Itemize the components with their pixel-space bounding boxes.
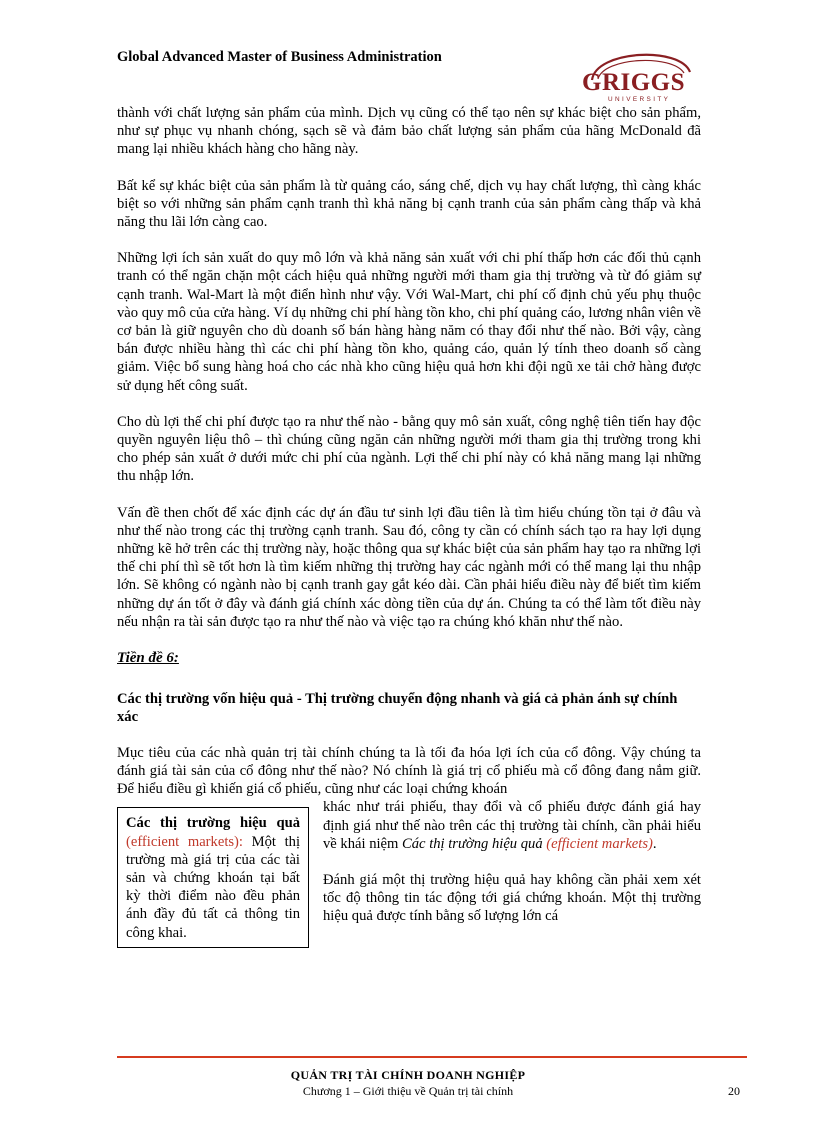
right-p1-start: khác như trái phiếu, thay đổi và cổ phiếu được đánh giá hay định giá như thế nào trên các thị trường tài chính, cần phải hiểu về khái niệm <box>323 799 701 852</box>
definition-text: Một thị trường mà giá trị của các tài sản và chứng khoán tại bất kỳ thời điểm nào đều phản ánh đầy đủ tất cả thông tin công khai. <box>126 833 301 941</box>
logo-main-text: GRIGGS <box>582 69 686 96</box>
right-column <box>323 798 701 943</box>
right-p1-term: Các thị trường hiệu quả <box>402 835 543 852</box>
header-title: Global Advanced Master of Business Administration <box>117 49 442 65</box>
page-number: 20 <box>728 1084 740 1098</box>
definition-english: (efficient markets): <box>126 833 243 850</box>
section-intro: Mục tiêu của các nhà quản trị tài chính chúng ta là tối đa hóa lợi ích của cổ đông. Vậy chúng ta đánh giá tài sản của cổ đông như thế nào? Nó chính là giá trị cổ phiếu mà cổ đông đang nắm giữ. Để hiểu điều gì khiến giá cổ phiếu, cũng như các loại chứng khoán <box>117 744 701 798</box>
right-p1-english: (efficient markets) <box>546 835 653 852</box>
right-paragraph-2: Đánh giá một thị trường hiệu quả hay không cần phải xem xét tốc độ thông tin tác động tới giá chứng khoán. Một thị trường hiệu quả được tính bằng số lượng lớn cá <box>323 871 701 925</box>
section-subtitle: Các thị trường vốn hiệu quả - Thị trường chuyển động nhanh và giá cả phản ánh sự chính xác <box>117 691 678 726</box>
right-paragraph-1 <box>323 798 701 853</box>
section-title: Tiền đề 6: <box>117 650 179 667</box>
paragraph-2: Bất kể sự khác biệt của sản phẩm là từ quảng cáo, sáng chế, dịch vụ hay chất lượng, thì càng khác biệt so với những sản phẩm cạnh tranh thì khả năng bị cạnh tranh của sản phẩm càng thấp và khả năng thu lãi lớn càng cao. <box>117 177 701 231</box>
paragraph-4: Cho dù lợi thế chi phí được tạo ra như thế nào - bằng quy mô sản xuất, công nghệ tiên tiến hay độc quyền nguyên liệu thô – thì chúng cũng ngăn cản những người mới tham gia thị trường trong khi cho phép sản xuất ở dưới mức chi phí của ngành. Lợi thế chi phí này có khả năng mang lại những thu nhập lớn. <box>117 413 701 485</box>
page-content <box>117 104 701 948</box>
paragraph-1: thành với chất lượng sản phẩm của mình. Dịch vụ cũng có thể tạo nên sự khác biệt cho sản phẩm, như sự phục vụ nhanh chóng, sạch sẽ và đảm bảo chất lượng sản phẩm của hãng McDonald đã mang lại nhiều khách hàng cho hãng này. <box>117 105 701 158</box>
logo-sub-text: UNIVERSITY <box>608 96 671 103</box>
definition-term: Các thị trường hiệu quả <box>126 815 300 832</box>
right-p1-end: . <box>652 835 657 852</box>
paragraph-5: Vấn đề then chốt để xác định các dự án đầu tư sinh lợi đầu tiên là tìm hiểu chúng tồn tại ở đâu và như thế nào trong các thị trường cạnh tranh. Sau đó, công ty cần có chính sách tạo ra hay lợi dụng những kẽ hở trên các thị trường này, hoặc thông qua sự khác biệt của sản phẩm hay tạo ra những lợi thế chi phí thì sẽ tốt hơn là tìm kiếm những thị trường hay các ngành mới có thể mang lại thu nhập lớn. Sẽ không có ngành nào bị cạnh tranh gay gắt kéo dài. Cần phải hiểu điều này để biết tìm kiếm những dự án tốt ở đây và đánh giá chính xác dòng tiền của dự án. Chúng ta có thể làm tốt điều này nếu nhận ra tài sản được tạo ra như thế nào và việc tạo ra chúng khó khăn như thế nào. <box>117 504 701 630</box>
footer-divider <box>117 1056 747 1058</box>
footer-title: QUẢN TRỊ TÀI CHÍNH DOANH NGHIỆP <box>290 1068 526 1082</box>
griggs-university-logo <box>572 46 704 106</box>
footer-subtitle: Chương 1 – Giới thiệu về Quản trị tài chính <box>302 1084 514 1098</box>
definition-section <box>117 798 701 947</box>
definition-box <box>117 807 309 947</box>
paragraph-3: Những lợi ích sản xuất do quy mô lớn và khả năng sản xuất với chi phí thấp hơn các đối thủ cạnh tranh có thể ngăn chặn một cách hiệu quả những người mới tham gia thị trường và từ đó giảm sự cạnh tranh. Wal-Mart là một điển hình như vậy. Với Wal-Mart, chi phí cố định chủ yếu phụ thuộc vào quy mô của cửa hàng. Ví dụ những chi phí hàng tồn kho, chi phí quảng cáo, lương nhân viên về cơ bản là giữ nguyên cho dù doanh số bán hàng hàng năm có thay đổi như thế nào. Bởi vậy, càng bán được nhiều hàng thì các chi phí hàng tồn kho, quảng cáo, quản lý tính theo doanh số càng giảm. Việc bổ sung hàng hoá cho các nhà kho cũng hiệu quả hơn khi đội ngũ xe tải chở hàng được sử dụng hết công suất. <box>117 250 701 394</box>
